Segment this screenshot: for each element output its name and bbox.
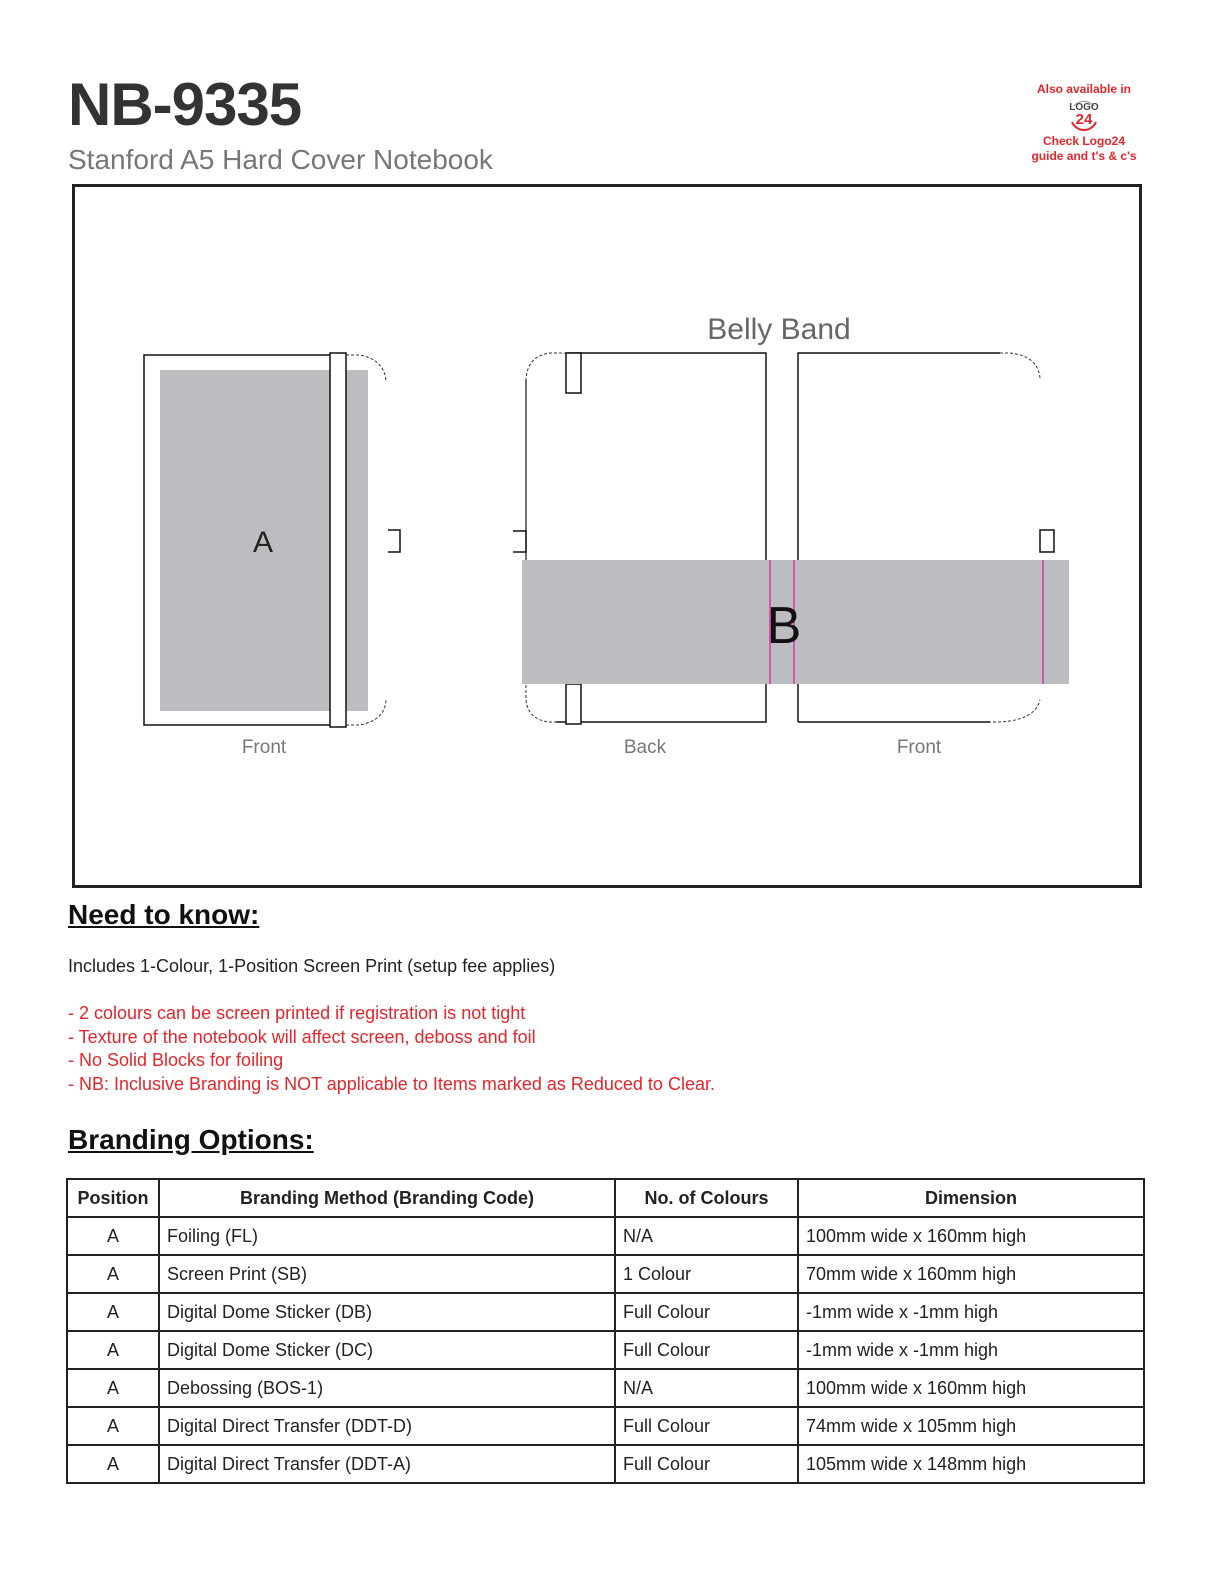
cell-method: Foiling (FL)	[159, 1217, 615, 1255]
elastic-band	[330, 353, 346, 727]
cell-dimension: 100mm wide x 160mm high	[798, 1217, 1144, 1255]
front-notebook	[144, 353, 400, 758]
table-row	[67, 1407, 1144, 1445]
badge-line-3: guide and t's & c's	[1031, 149, 1137, 163]
notes-list	[68, 1002, 715, 1096]
logo24-badge	[1018, 82, 1150, 174]
label-a: A	[252, 526, 274, 559]
table-header-row	[67, 1179, 1144, 1217]
cell-position: A	[67, 1331, 159, 1369]
cell-dimension: 70mm wide x 160mm high	[798, 1255, 1144, 1293]
table-row	[67, 1255, 1144, 1293]
badge-line-2: Check Logo24	[1042, 134, 1126, 148]
table-row	[67, 1331, 1144, 1369]
pen-loop	[388, 530, 400, 552]
cell-dimension: 105mm wide x 148mm high	[798, 1445, 1144, 1483]
cell-dimension: 100mm wide x 160mm high	[798, 1369, 1144, 1407]
cell-method: Digital Direct Transfer (DDT-D)	[159, 1407, 615, 1445]
product-code: NB-9335	[68, 71, 302, 138]
back-cover-curve-top	[526, 353, 567, 560]
logo24-icon	[1066, 98, 1102, 134]
back-cover-curve-bottom	[526, 685, 556, 722]
col-colours: No. of Colours	[615, 1179, 798, 1217]
cell-colours: N/A	[615, 1369, 798, 1407]
label-front-2: Front	[896, 737, 942, 758]
logo24-text-logo: LOGO	[1069, 102, 1099, 113]
cell-position: A	[67, 1217, 159, 1255]
diagram-frame	[72, 184, 1142, 888]
product-name: Stanford A5 Hard Cover Notebook	[68, 144, 493, 175]
col-position: Position	[67, 1179, 159, 1217]
col-dimension: Dimension	[798, 1179, 1144, 1217]
branding-options-table	[66, 1178, 1145, 1484]
note-item: - Texture of the notebook will affect screen, deboss and foil	[68, 1026, 536, 1047]
belly-band-title: Belly Band	[707, 313, 851, 346]
cell-colours: Full Colour	[615, 1331, 798, 1369]
cell-position: A	[67, 1255, 159, 1293]
front-clasp	[1040, 530, 1054, 552]
front-cover-curve-top	[1000, 353, 1040, 378]
cell-method: Digital Dome Sticker (DC)	[159, 1331, 615, 1369]
elastic-top	[566, 353, 581, 393]
cell-colours: Full Colour	[615, 1293, 798, 1331]
branding-options-heading: Branding Options:	[68, 1124, 314, 1155]
cell-method: Debossing (BOS-1)	[159, 1369, 615, 1407]
cell-position: A	[67, 1293, 159, 1331]
note-item: - NB: Inclusive Branding is NOT applicable to Items marked as Reduced to Clear.	[68, 1073, 715, 1094]
cell-position: A	[67, 1369, 159, 1407]
cell-method: Screen Print (SB)	[159, 1255, 615, 1293]
cell-colours: 1 Colour	[615, 1255, 798, 1293]
cell-position: A	[67, 1445, 159, 1483]
note-item: - No Solid Blocks for foiling	[68, 1050, 284, 1070]
includes-text: Includes 1-Colour, 1-Position Screen Print (setup fee applies)	[68, 956, 556, 976]
cell-method: Digital Direct Transfer (DDT-A)	[159, 1445, 615, 1483]
table-row	[67, 1293, 1144, 1331]
col-method: Branding Method (Branding Code)	[159, 1179, 615, 1217]
front-cover-bottom	[798, 700, 1040, 722]
cell-colours: Full Colour	[615, 1445, 798, 1483]
cell-dimension: -1mm wide x -1mm high	[798, 1331, 1144, 1369]
cell-colours: Full Colour	[615, 1407, 798, 1445]
badge-line-1: Also available in	[1036, 82, 1132, 96]
label-b: B	[766, 597, 802, 655]
need-to-know-heading: Need to know:	[68, 899, 260, 930]
cell-dimension: 74mm wide x 105mm high	[798, 1407, 1144, 1445]
cell-dimension: -1mm wide x -1mm high	[798, 1293, 1144, 1331]
label-front-1: Front	[241, 737, 287, 758]
logo24-text-24: 24	[1075, 111, 1093, 128]
cell-method: Digital Dome Sticker (DB)	[159, 1293, 615, 1331]
label-back: Back	[623, 737, 667, 758]
table-row	[67, 1217, 1144, 1255]
back-pen-loop	[513, 531, 526, 552]
cell-colours: N/A	[615, 1217, 798, 1255]
table-row	[67, 1369, 1144, 1407]
elastic-bottom	[566, 684, 581, 724]
belly-band-spread	[513, 313, 1069, 758]
note-item: - 2 colours can be screen printed if registration is not tight	[68, 1003, 526, 1023]
notebook-diagram	[75, 187, 1139, 885]
cell-position: A	[67, 1407, 159, 1445]
table-row	[67, 1445, 1144, 1483]
